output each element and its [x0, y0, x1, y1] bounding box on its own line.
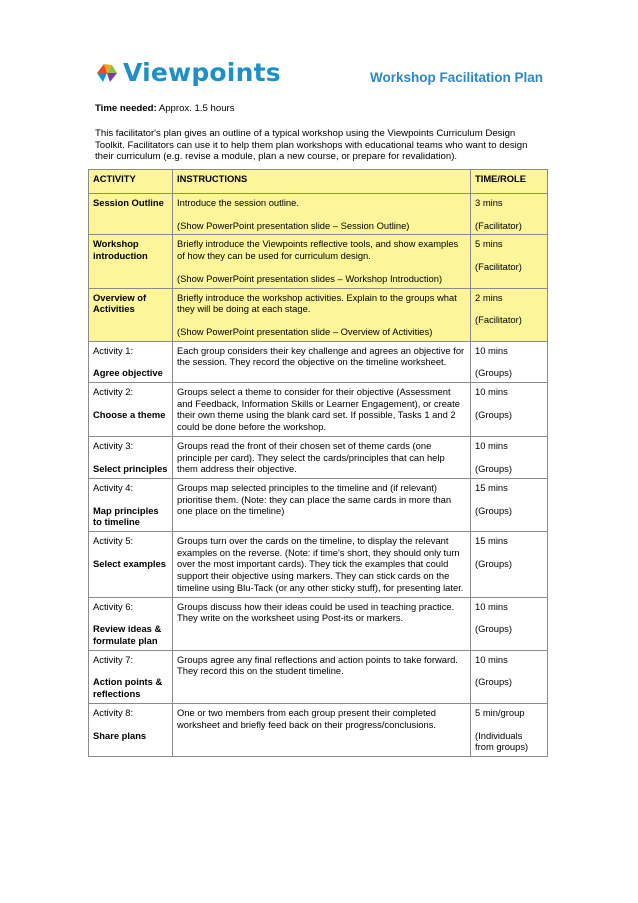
role-value: (Facilitator): [475, 261, 522, 273]
table-row: [89, 383, 548, 437]
viewpoints-logo: [95, 58, 281, 88]
time-role-cell: [471, 703, 548, 756]
time-role-cell: [471, 478, 548, 531]
activity-cell: [89, 383, 173, 437]
time-role-cell: [471, 341, 548, 382]
instructions-text: Introduce the session outline.: [177, 197, 299, 208]
activity-name: Agree objective: [93, 367, 163, 379]
table-row: [89, 235, 548, 288]
time-value: 10 mins: [475, 386, 508, 398]
role-value: (Groups): [475, 504, 512, 516]
activity-number: Activity 5:: [93, 535, 134, 547]
table-row: [89, 436, 548, 478]
activity-cell: [89, 478, 173, 531]
time-role-cell: [471, 532, 548, 598]
role-value: (Facilitator): [475, 219, 522, 231]
activity-number: Activity 1:: [93, 344, 134, 356]
instructions-cell: [173, 194, 471, 235]
column-header-time-role: TIME/ROLE: [471, 170, 548, 194]
logo-facet-4: [97, 73, 107, 82]
role-value: (Groups): [475, 676, 512, 688]
instructions-cell: [173, 532, 471, 598]
instructions-cell: [173, 235, 471, 288]
table-row: [89, 288, 548, 341]
table-row: [89, 478, 548, 531]
time-role-cell: [471, 436, 548, 478]
instructions-cell: [173, 383, 471, 437]
time-needed: [95, 103, 235, 114]
time-role-cell: [471, 194, 548, 235]
table-row: [89, 532, 548, 598]
activity-number: Activity 7:: [93, 653, 134, 665]
instructions-cell: [173, 341, 471, 382]
time-value: 10 mins: [475, 344, 508, 356]
activity-name: Review ideas & formulate plan: [93, 623, 162, 646]
table-row: [89, 650, 548, 703]
time-value: 15 mins: [475, 535, 508, 547]
logo-text: Viewpoints: [123, 58, 281, 87]
activity-name: Action points & reflections: [93, 676, 163, 700]
activity-cell: [89, 341, 173, 382]
table-row: [89, 597, 548, 650]
activity-cell: [89, 436, 173, 478]
instructions-note: (Show PowerPoint presentation slide – Session Outline): [177, 219, 410, 231]
activity-cell: [89, 597, 173, 650]
instructions-cell: [173, 650, 471, 703]
activity-name: Share plans: [93, 729, 147, 741]
activity-number: Activity 8:: [93, 706, 134, 718]
instructions-text: One or two members from each group present their completed worksheet and briefly feed back on their progress/conclusions.: [177, 706, 436, 730]
activity-cell: [89, 532, 173, 598]
activity-cell: [89, 703, 173, 756]
table-header-row: [89, 170, 548, 194]
instructions-note: (Show PowerPoint presentation slides – Workshop Introduction): [177, 272, 443, 284]
table-row: [89, 194, 548, 235]
time-value: 10 mins: [475, 600, 508, 612]
time-needed-label: Time needed:: [95, 103, 157, 114]
time-value: 10 mins: [475, 653, 508, 665]
time-value: 5 min/group: [475, 706, 525, 718]
time-role-cell: [471, 235, 548, 288]
document-title: Workshop Facilitation Plan: [369, 70, 543, 85]
activity-number: Activity 6:: [93, 600, 134, 612]
time-role-cell: [471, 597, 548, 650]
activity-name: Overview of Activities: [93, 291, 147, 315]
activity-cell: [89, 288, 173, 341]
role-value: (Groups): [475, 462, 512, 474]
instructions-text: Groups select a theme to consider for their objective (Assessment and Feedback, Information Skills or Learner Engagement), or create their own theme using the blank card set. If possible, Tasks 1 and 2 could be done before the workshop.: [177, 386, 460, 433]
time-needed-value: Approx. 1.5 hours: [158, 103, 235, 114]
page-header: [95, 58, 543, 90]
instructions-text: Groups agree any final reflections and action points to take forward. They record this on the student timeline.: [177, 653, 458, 677]
instructions-text: Groups turn over the cards on the timeline, to display the relevant examples on the reverse. (Note: if time's short, they should only turn over the most important cards). They tick the examples that could support their objective using markers. They can stick cards on the timeline using Blu-Tack (or any other sticky stuff), for presenting later.: [177, 535, 464, 593]
logo-facet-5: [107, 73, 117, 82]
activity-name: Workshop introduction: [93, 238, 148, 262]
role-value: (Groups): [475, 557, 512, 569]
instructions-cell: [173, 478, 471, 531]
time-value: 15 mins: [475, 481, 508, 493]
time-role-cell: [471, 650, 548, 703]
role-value: (Groups): [475, 623, 512, 635]
table-row: [89, 341, 548, 382]
activity-number: Activity 4:: [93, 481, 134, 493]
time-value: 3 mins: [475, 197, 503, 208]
activity-cell: [89, 650, 173, 703]
activity-name: Choose a theme: [93, 408, 166, 420]
instructions-cell: [173, 288, 471, 341]
instructions-note: (Show PowerPoint presentation slide – Overview of Activities): [177, 325, 433, 337]
facilitation-plan-table: [88, 169, 548, 757]
column-header-activity: ACTIVITY: [89, 170, 173, 194]
time-value: 10 mins: [475, 439, 508, 451]
instructions-cell: [173, 597, 471, 650]
time-role-cell: [471, 383, 548, 437]
activity-name: Map principles to timeline: [93, 504, 159, 528]
time-value: 5 mins: [475, 238, 503, 250]
instructions-text: Groups discuss how their ideas could be used in teaching practice. They write on the worksheet using Post-its or markers.: [177, 600, 455, 624]
instructions-text: Briefly introduce the workshop activities. Explain to the groups what they will be doing at each stage.: [177, 291, 457, 315]
time-value: 2 mins: [475, 291, 503, 303]
activity-cell: [89, 235, 173, 288]
instructions-cell: [173, 703, 471, 756]
role-value: (Groups): [475, 367, 512, 379]
instructions-text: Each group considers their key challenge and agrees an objective for the session. They record the objective on the timeline worksheet.: [177, 344, 465, 368]
instructions-text: Briefly introduce the Viewpoints reflective tools, and show examples of how they can be used for curriculum design.: [177, 238, 459, 262]
instructions-text: Groups map selected principles to the timeline and (if relevant) prioritise them. (Note: they can place the same cards in more than one place on the timeline): [177, 481, 452, 517]
role-value: (Groups): [475, 408, 512, 420]
viewpoints-logo-icon: [95, 61, 119, 85]
intro-paragraph: This facilitator's plan gives an outline of a typical workshop using the Viewpoints Curriculum Design Toolkit. Facilitators can use it to help them plan workshops with educational teams who want to design their curriculum (e.g. revise a module, plan a new course, or prepare for revalidation).: [95, 128, 528, 163]
activity-cell: [89, 194, 173, 235]
activity-number: Activity 3:: [93, 439, 134, 451]
role-value: (Individuals from groups): [475, 729, 529, 753]
activity-name: Select principles: [93, 462, 168, 474]
activity-number: Activity 2:: [93, 386, 134, 398]
role-value: (Facilitator): [475, 314, 522, 326]
instructions-text: Groups read the front of their chosen set of theme cards (one principle per card). They select the cards/principles that can help them address their objective.: [177, 439, 445, 475]
time-role-cell: [471, 288, 548, 341]
activity-name: Select examples: [93, 557, 166, 569]
column-header-instructions: INSTRUCTIONS: [173, 170, 471, 194]
table-row: [89, 703, 548, 756]
instructions-cell: [173, 436, 471, 478]
activity-name: Session Outline: [93, 197, 164, 208]
